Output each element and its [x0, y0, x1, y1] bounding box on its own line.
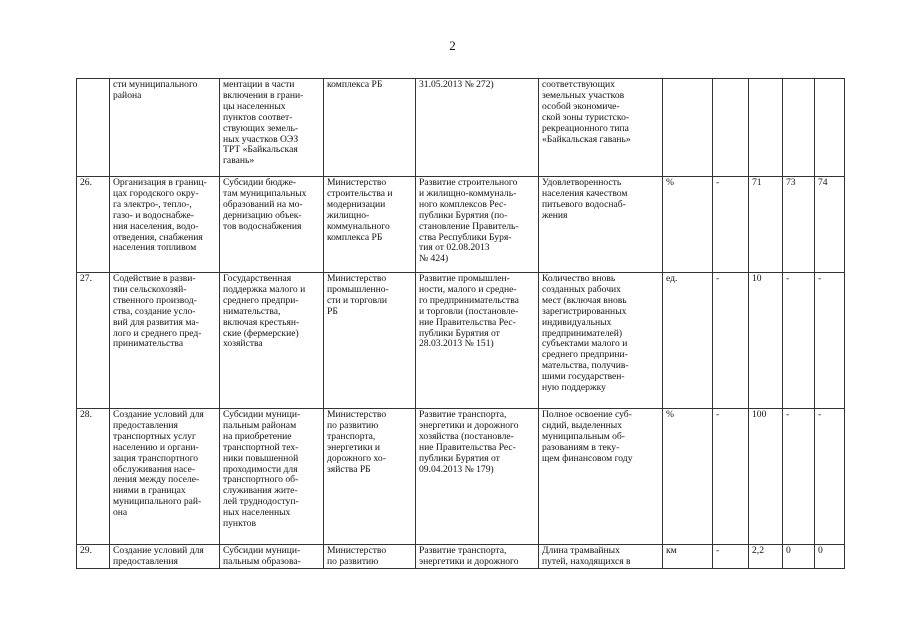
row-number: [77, 79, 110, 177]
mechanism-cell: Субсидии бюдже- там муниципальных образований на мо- дернизацию объек- тов водоснабжения: [220, 177, 324, 273]
program-cell: Развитие транспорта, энергетики и дорожного: [416, 545, 539, 569]
value-cell-2: [749, 79, 783, 177]
row-number: 27.: [77, 273, 110, 409]
unit-cell: ед.: [663, 273, 713, 409]
value-cell-3: [783, 79, 815, 177]
value-cell-2: 71: [749, 177, 783, 273]
value-cell-3: 73: [783, 177, 815, 273]
mechanism-cell: Субсидии муници- пальным образова-: [220, 545, 324, 569]
page-number: 2: [449, 38, 456, 53]
program-cell: Развитие строительного и жилищно-коммуналь- ного комплексов Рес- публики Бурятия (по- становление Правитель- ства Республики Буря- тия от 02.08.2013 № 424): [416, 177, 539, 273]
unit-cell: %: [663, 177, 713, 273]
value-cell-1: -: [713, 409, 749, 545]
task-cell: Создание условий для предоставления: [110, 545, 220, 569]
value-cell-1: -: [713, 273, 749, 409]
unit-cell: %: [663, 409, 713, 545]
unit-cell: км: [663, 545, 713, 569]
responsible-cell: Министерство строительства и модернизации жилищно- коммунального комплекса РБ: [324, 177, 416, 273]
unit-cell: [663, 79, 713, 177]
table-row: [77, 177, 845, 273]
responsible-cell: Министерство промышленно- сти и торговли РБ: [324, 273, 416, 409]
program-table: [76, 78, 845, 569]
value-cell-4: [815, 79, 845, 177]
program-cell: Развитие промышлен- ности, малого и средне- го предпринимательства и торговли (постановле- ние Правительства Рес- публики Бурятия от 28.03.2013 № 151): [416, 273, 539, 409]
program-cell: 31.05.2013 № 272): [416, 79, 539, 177]
task-cell: сти муниципального района: [110, 79, 220, 177]
value-cell-2: 2,2: [749, 545, 783, 569]
responsible-cell: Министерство по развитию транспорта, энергетики и дорожного хо- зяйства РБ: [324, 409, 416, 545]
row-number: 29.: [77, 545, 110, 569]
value-cell-4: 74: [815, 177, 845, 273]
value-cell-3: -: [783, 409, 815, 545]
indicator-cell: Количество вновь созданных рабочих мест (включая вновь зарегистрированных индивидуальных предпринимателей) субъектами малого и среднего предприни- мательства, получив- шими государствен- ную поддержку: [539, 273, 663, 409]
value-cell-1: -: [713, 177, 749, 273]
table-row: [77, 409, 845, 545]
task-cell: Организация в границ- цах городского окру- га электро-, тепло-, газо- и водоснабже- ния населения, водо- отведения, снабжения населения топливом: [110, 177, 220, 273]
mechanism-cell: Субсидии муници- пальным районам на приобретение транспортной тех- ники повышенной проходимости для транспортного об- служивания жите- лей труднодоступ- ных населенных пунктов: [220, 409, 324, 545]
value-cell-3: 0: [783, 545, 815, 569]
row-number: 28.: [77, 409, 110, 545]
table-row: [77, 79, 845, 177]
value-cell-4: -: [815, 409, 845, 545]
indicator-cell: Полное освоение суб- сидий, выделенных муниципальным об- разованиям в теку- щем финансовом году: [539, 409, 663, 545]
mechanism-cell: ментации в части включения в грани- цы населенных пунктов соответ- ствующих земель- ных участков ОЭЗ ТРТ «Байкальская гавань»: [220, 79, 324, 177]
value-cell-3: -: [783, 273, 815, 409]
value-cell-4: 0: [815, 545, 845, 569]
table-row: [77, 545, 845, 569]
indicator-cell: соответствующих земельных участков особой экономиче- ской зоны туристско- рекреационного типа «Байкальская гавань»: [539, 79, 663, 177]
value-cell-1: [713, 79, 749, 177]
responsible-cell: Министерство по развитию: [324, 545, 416, 569]
responsible-cell: комплекса РБ: [324, 79, 416, 177]
value-cell-1: -: [713, 545, 749, 569]
value-cell-2: 100: [749, 409, 783, 545]
task-cell: Создание условий для предоставления транспортных услуг населению и органи- зация транспортного обслуживания насе- ления между поселе- ниями в границах муниципального рай- она: [110, 409, 220, 545]
value-cell-4: -: [815, 273, 845, 409]
indicator-cell: Удовлетворенность населения качеством питьевого водоснаб- жения: [539, 177, 663, 273]
task-cell: Содействие в разви- тии сельскохозяй- ственного производ- ства, создание усло- вий для развития ма- лого и среднего пред- принимательства: [110, 273, 220, 409]
program-cell: Развитие транспорта, энергетики и дорожного хозяйства (постановле- ние Правительства Рес- публики Бурятия от 09.04.2013 № 179): [416, 409, 539, 545]
value-cell-2: 10: [749, 273, 783, 409]
indicator-cell: Длина трамвайных путей, находящихся в: [539, 545, 663, 569]
mechanism-cell: Государственная поддержка малого и среднего предпри- нимательства, включая крестьян- ские (фермерские) хозяйства: [220, 273, 324, 409]
row-number: 26.: [77, 177, 110, 273]
table-row: [77, 273, 845, 409]
